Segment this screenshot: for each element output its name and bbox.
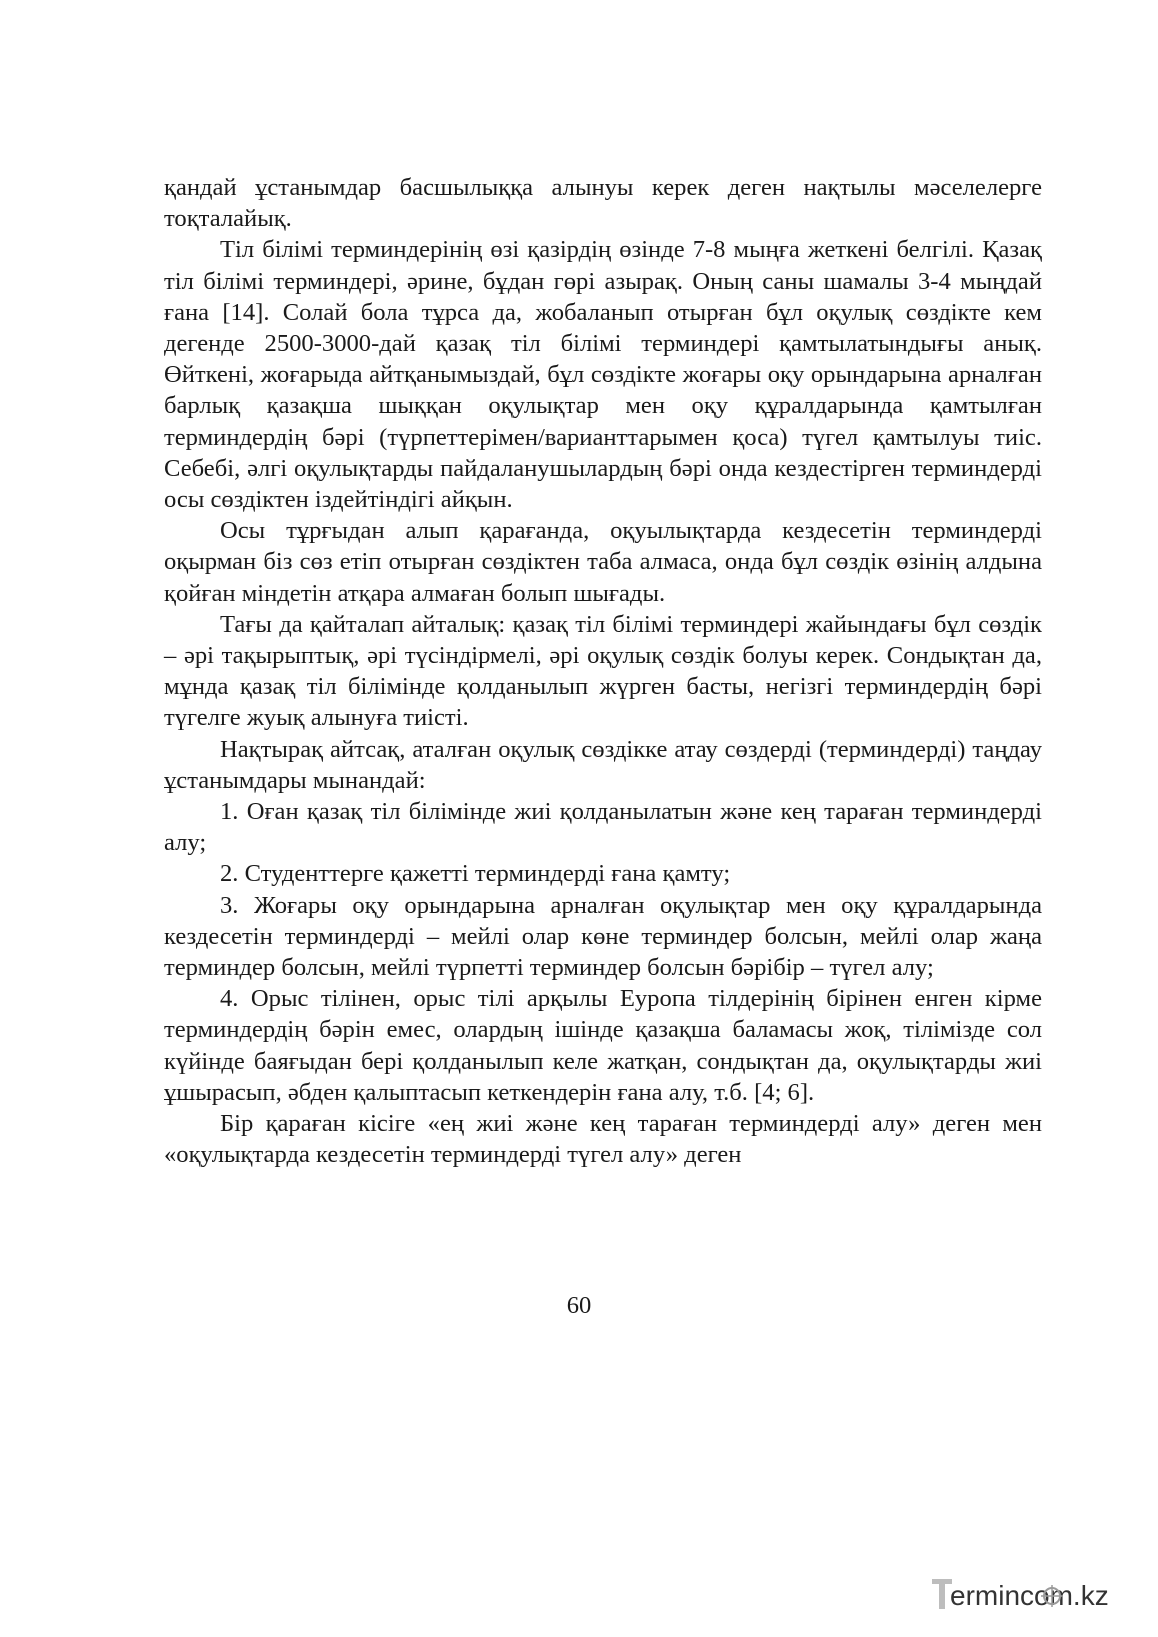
paragraph: Нақтырақ айтсақ, аталған оқулық сөздікке атау сөздерді (терминдерді) таңдау ұстанымдары мынандай: xyxy=(164,735,1042,794)
paragraph: Осы тұрғыдан алып қарағанда, оқуылықтарда кездесетін терминдерді оқырман біз сөз етіп отырған сөздіктен таба алмаса, онда бұл сөздік өзінің алдына қойған міндетін атқара алмаған болып шығады. xyxy=(164,517,1042,607)
paragraph-continuation: қандай ұстанымдар басшылыққа алынуы керек деген нақтылы мәселелерге тоқталайық. xyxy=(164,174,1042,233)
paragraph: Тіл білімі терминдерінің өзі қазірдің өзінде 7-8 мыңға жеткені белгілі. Қазақ тіл білімі терминдері, әрине, бұдан гөрі азырақ. Оның саны шамалы 3-4 мыңдай ғана [14]. Солай бола тұрса да, жобаланып отырған бұл оқулық сөздікте кем дегенде 2500-3000-дай қазақ тіл білімі терминдері қамтылатындығы анық. Өйткені, жоғарыда айтқанымыздай, бұл сөздікте жоғары оқу орындарына арналған барлық қазақша шыққан оқулықтар мен оқу құралдарында қамтылған терминдердің бәрі (түрпеттерімен/варианттарымен қоса) түгел қамтылуы тиіс. Себебі, әлгі оқулықтарды пайдаланушылардың бәрі онда кездестірген терминдерді осы сөздіктен іздейтіндігі айқын. xyxy=(164,236,1042,514)
list-item: 2. Студенттерге қажетті терминдерді ғана қамту; xyxy=(220,860,731,888)
watermark-logo xyxy=(928,1569,1128,1619)
list-item: 1. Оған қазақ тіл білімінде жиі қолданылатын және кең тараған терминдерді алу; xyxy=(164,798,1042,857)
page-body xyxy=(164,172,1042,1171)
paragraph: Бір қараған кісіге «ең жиі және кең тараған терминдерді алу» деген мен «оқулықтарда кездесетін терминдерді түгел алу» деген xyxy=(164,1110,1042,1169)
list-item: 4. Орыс тілінен, орыс тілі арқылы Еуропа тілдерінің бірінен енген кірме терминдердің бәрін емес, олардың ішінде қазақша баламасы жоқ, тілімізде сол күйінде баяғыдан бері қолданылып келе жатқан, сондықтан да, оқулықтарды жиі ұшырасып, әбден қалыптасып кеткендерін ғана алу, т.б. [4; 6]. xyxy=(164,985,1042,1106)
list-item: 3. Жоғары оқу орындарына арналған оқулықтар мен оқу құралдарында кездесетін терминдерді – мейлі олар көне терминдер болсын, мейлі олар жаңа терминдер болсын, мейлі түрпетті терминдер болсын бәрібір – түгел алу; xyxy=(164,891,1042,982)
svg-text:ermincom.kz: ermincom.kz xyxy=(950,1580,1109,1611)
paragraph: Тағы да қайталап айталық: қазақ тіл білімі терминдері жайындағы бұл сөздік – әрі тақырыптық, әрі түсіндірмелі, әрі оқулық сөздік болуы керек. Сондықтан да, мұнда қазақ тіл білімінде қолданылып жүрген басты, негізгі терминдердің бәрі түгелге жуық алынуға тиісті. xyxy=(164,610,1042,732)
page-number: 60 xyxy=(566,1292,592,1319)
